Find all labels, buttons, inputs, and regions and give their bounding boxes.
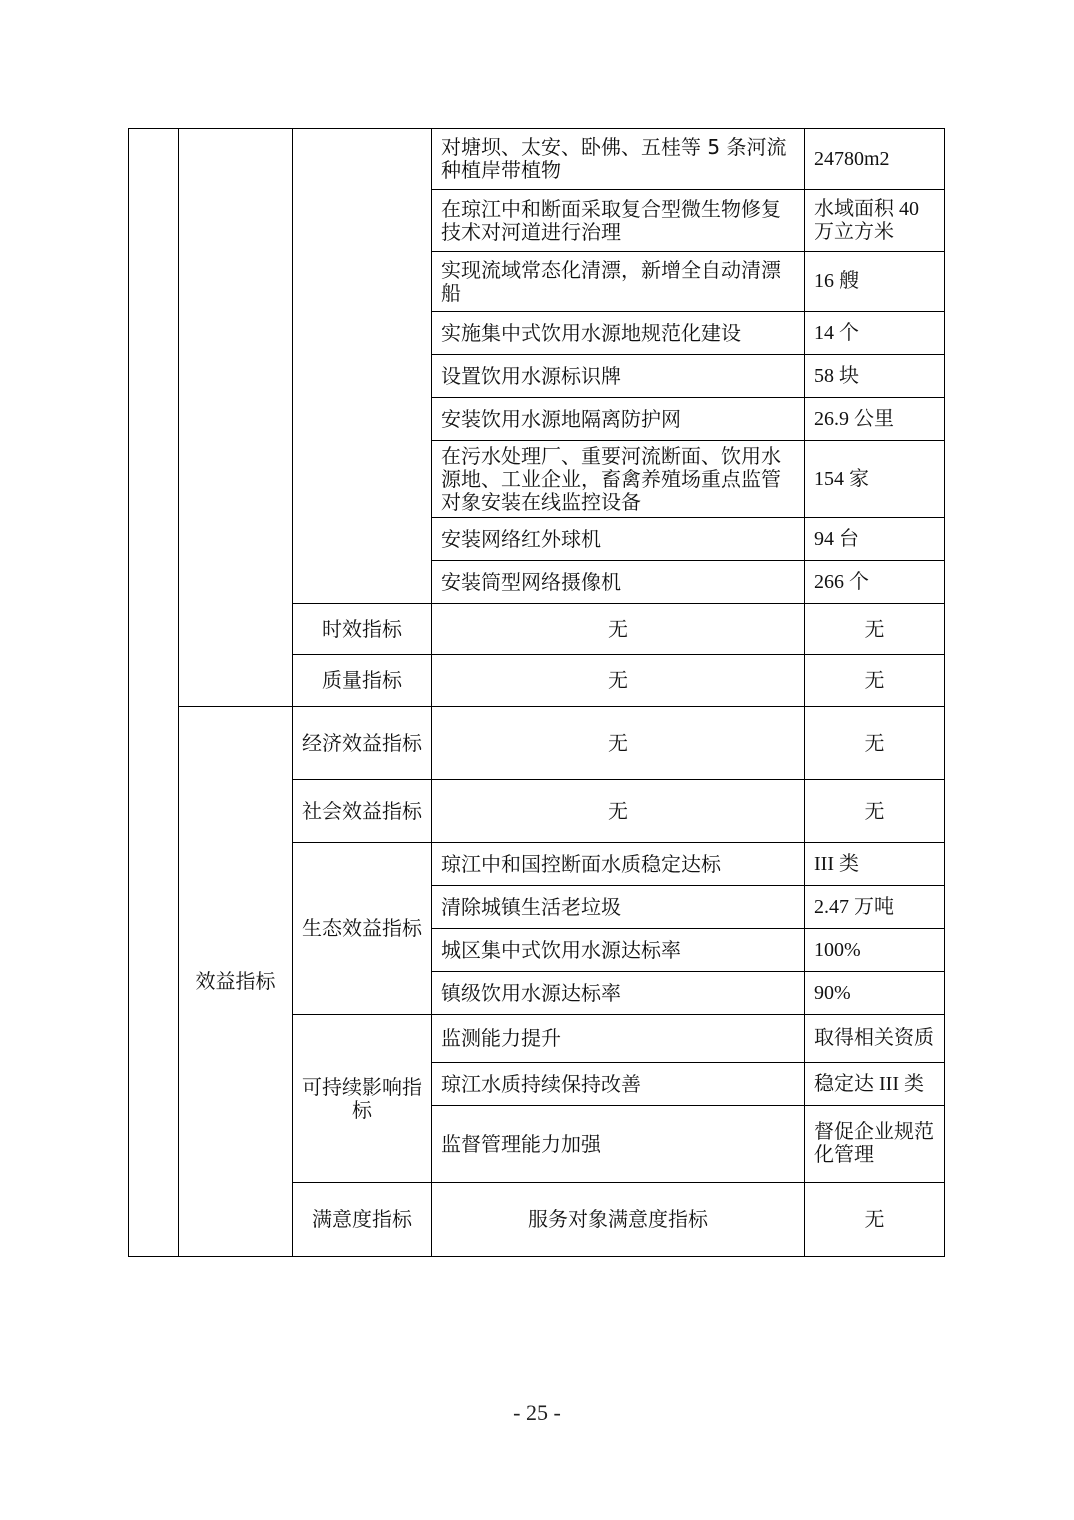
timeliness-label: 时效指标 [293, 604, 432, 655]
item-cell: 镇级饮用水源达标率 [432, 972, 805, 1015]
item-cell: 安装筒型网络摄像机 [432, 561, 805, 604]
item-cell: 无 [805, 1183, 945, 1257]
value-cell: 取得相关资质 [805, 1015, 945, 1063]
item-cell: 无 [432, 780, 805, 843]
item-cell: 监督管理能力加强 [432, 1106, 805, 1183]
value-cell: 266 个 [805, 561, 945, 604]
item-cell: 琼江水质持续保持改善 [432, 1063, 805, 1106]
output-level3-cell [293, 129, 432, 604]
item-cell: 无 [432, 707, 805, 780]
item-cell: 在污水处理厂、重要河流断面、饮用水源地、工业企业，畜禽养殖场重点监管对象安装在线监控设备 [432, 441, 805, 518]
value-cell: 2.47 万吨 [805, 886, 945, 929]
value-cell: 16 艘 [805, 252, 945, 312]
item-cell: 安装网络红外球机 [432, 518, 805, 561]
item-cell: 无 [432, 604, 805, 655]
item-cell: 实施集中式饮用水源地规范化建设 [432, 312, 805, 355]
item-cell: 安装饮用水源地隔离防护网 [432, 398, 805, 441]
social-label: 社会效益指标 [293, 780, 432, 843]
value-cell: III 类 [805, 843, 945, 886]
value-cell: 58 块 [805, 355, 945, 398]
item-cell: 实现流域常态化清漂，新增全自动清漂船 [432, 252, 805, 312]
value-cell: 26.9 公里 [805, 398, 945, 441]
sustainable-label: 可持续影响指标 [293, 1015, 432, 1183]
item-cell: 清除城镇生活老垃圾 [432, 886, 805, 929]
satisfaction-sub-label: 服务对象满意度指标 [432, 1183, 805, 1257]
value-cell: 无 [805, 655, 945, 707]
benefit-label: 效益指标 [179, 707, 293, 1257]
value-cell: 14 个 [805, 312, 945, 355]
value-cell: 24780m2 [805, 129, 945, 190]
value-cell: 无 [805, 780, 945, 843]
value-cell: 94 台 [805, 518, 945, 561]
value-cell: 100% [805, 929, 945, 972]
value-cell: 无 [805, 707, 945, 780]
first-level-cell [129, 129, 179, 1257]
item-cell: 琼江中和国控断面水质稳定达标 [432, 843, 805, 886]
item-cell: 城区集中式饮用水源达标率 [432, 929, 805, 972]
item-cell: 在琼江中和断面采取复合型微生物修复技术对河道进行治理 [432, 190, 805, 252]
value-cell: 90% [805, 972, 945, 1015]
item-cell: 无 [432, 655, 805, 707]
value-cell: 154 家 [805, 441, 945, 518]
item-cell: 对塘坝、太安、卧佛、五桂等 5 条河流种植岸带植物 [432, 129, 805, 190]
quality-label: 质量指标 [293, 655, 432, 707]
satisfaction-label: 满意度指标 [293, 1183, 432, 1257]
value-cell: 无 [805, 604, 945, 655]
page-number: - 25 - [513, 1400, 561, 1425]
item-cell: 监测能力提升 [432, 1015, 805, 1063]
value-cell: 水域面积 40 万立方米 [805, 190, 945, 252]
value-cell: 督促企业规范化管理 [805, 1106, 945, 1183]
value-cell: 稳定达 III 类 [805, 1063, 945, 1106]
ecological-label: 生态效益指标 [293, 843, 432, 1015]
item-cell: 设置饮用水源标识牌 [432, 355, 805, 398]
output-level2-cell [179, 129, 293, 707]
indicator-table [128, 128, 945, 1257]
economic-label: 经济效益指标 [293, 707, 432, 780]
